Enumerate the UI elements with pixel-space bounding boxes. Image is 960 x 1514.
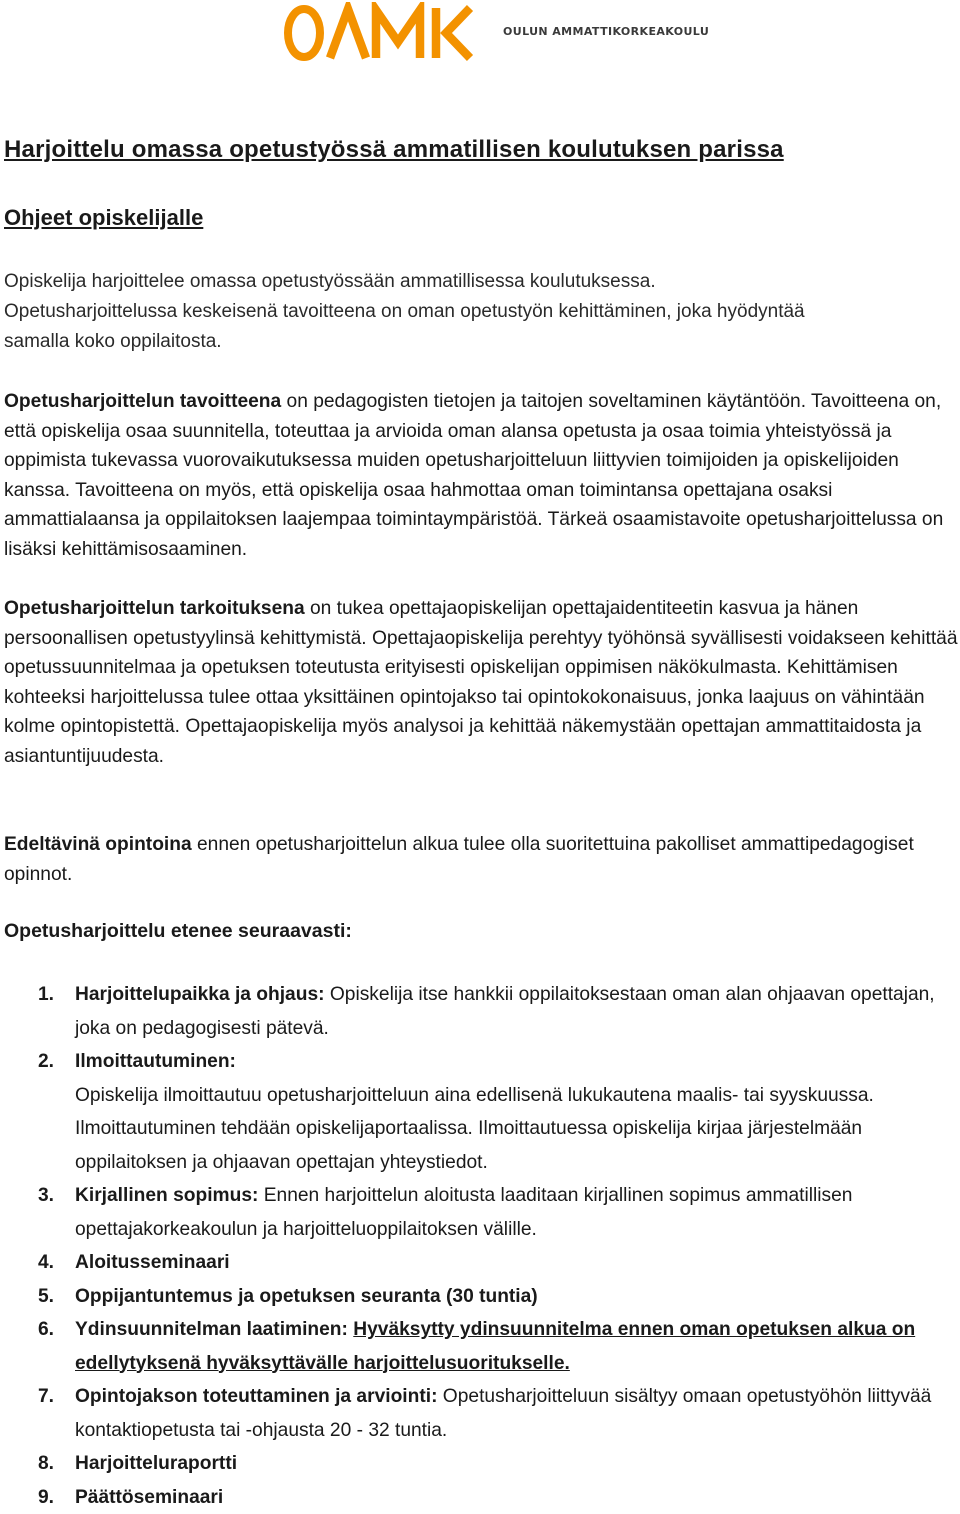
prerequisites-heading: Edeltävinä opintoina (4, 834, 192, 855)
intro-line: Opiskelija harjoittelee omassa opetustyössään ammatillisessa koulutuksessa. (4, 271, 656, 292)
step-text: Opetusharjoitteluun sisältyy omaan opetustyöhön liittyvää kontaktiopetusta tai -ohjausta 20 - 32 tuntia. (75, 1386, 932, 1441)
steps-list (0, 978, 960, 1514)
step-title: Ilmoittautuminen: (75, 1051, 236, 1072)
step-underlined-text: Hyväksytty ydinsuunnitelma ennen oman opetuksen alkua on edellytyksenä hyväksyttävälle harjoittelusuoritukselle. (75, 1319, 916, 1374)
step-number: 7. (38, 1386, 55, 1407)
list-item (0, 978, 960, 1045)
oamk-wordmark-icon (284, 2, 474, 64)
goal-paragraph (4, 387, 960, 564)
step-title: Harjoitteluraportti (75, 1453, 238, 1474)
step-number: 5. (38, 1285, 55, 1307)
step-text: Opiskelija itse hankkii oppilaitoksestaan oman alan ohjaavan opettajan, joka on pedagogisesti pätevä. (75, 984, 935, 1039)
list-item (0, 1447, 960, 1481)
step-number: 6. (38, 1319, 55, 1340)
purpose-text: on tukea opettajaopiskelijan opettajaidentiteetin kasvua ja hänen persoonallisen opetustyylinsä kehittymistä. Opettajaopiskelija perehtyy työhönsä syvällisesti voidakseen kehittää opetussuunnitelmaa ja opetuksen toteutusta erityisesti opiskelijan oppimisen näkökulmasta. Kehittämisen kohteeksi harjoittelussa tulee ottaa yksittäinen opintojakso tai opintokokonaisuus, jonka laajuus on vähintään kolme opintopistettä. Opettajaopiskelija myös analysoi ja kehittää näkemystään opettajan ammattitaidosta ja asiantuntijuudesta. (4, 598, 958, 767)
list-item (0, 1045, 960, 1179)
document-subtitle: Ohjeet opiskelijalle (4, 205, 204, 230)
list-item (0, 1246, 960, 1280)
list-item (0, 1280, 960, 1314)
prerequisites-paragraph (4, 830, 960, 889)
org-name: OULUN AMMATTIKORKEAKOULU (503, 25, 710, 38)
steps-heading: Opetusharjoittelu etenee seuraavasti: (4, 920, 352, 942)
oamk-logo (284, 2, 474, 64)
step-title: Harjoittelupaikka ja ohjaus: (75, 984, 325, 1005)
purpose-paragraph (4, 594, 960, 771)
step-number: 2. (38, 1051, 55, 1072)
list-item (0, 1179, 960, 1246)
purpose-heading: Opetusharjoittelun tarkoituksena (4, 598, 305, 619)
step-title: Opintojakson toteuttaminen ja arviointi: (75, 1386, 438, 1407)
step-number: 9. (38, 1486, 55, 1508)
step-title: Oppijantuntemus ja opetuksen seuranta (30 tuntia) (75, 1285, 538, 1307)
list-item (0, 1481, 960, 1514)
list-item (0, 1313, 960, 1380)
prerequisites-text: ennen opetusharjoittelun alkua tulee olla suoritettuina pakolliset ammattipedagogiset opinnot. (4, 834, 914, 885)
step-number: 4. (38, 1252, 55, 1273)
step-text: Ennen harjoittelun aloitusta laaditaan kirjallinen sopimus ammatillisen opettajakorkeakoulun ja harjoitteluoppilaitoksen välille. (75, 1185, 853, 1240)
goal-text: on pedagogisten tietojen ja taitojen soveltaminen käytäntöön. Tavoitteena on, että opiskelija osaa suunnitella, toteuttaa ja arvioida oman alansa opetusta ja osaa toimia yhteistyössä ja oppimista tukevassa vuorovaikutuksessa muiden opetusharjoitteluun liittyvien toimijoiden ja opiskelijoiden kanssa. Tavoitteena on myös, että opiskelija osaa hahmottaa oman toimintansa opettajana osaksi ammattialaansa ja oppilaitoksen laajempaa toimintaympäristöä. Tärkeä osaamistavoite opetusharjoittelussa on lisäksi kehittämisosaaminen. (4, 391, 944, 560)
step-number: 3. (38, 1185, 55, 1206)
step-title: Päättöseminaari (75, 1486, 224, 1508)
step-title: Aloitusseminaari (75, 1252, 230, 1273)
step-title: Ydinsuunnitelman laatiminen: (75, 1319, 348, 1340)
step-title: Kirjallinen sopimus: (75, 1185, 259, 1206)
step-text: Opiskelija ilmoittautuu opetusharjoitteluun aina edellisenä lukukautena maalis- tai syyskuussa. Ilmoittautuminen tehdään opiskelijaportaalissa. Ilmoittautuessa opiskelija kirjaa järjestelmään oppilaitoksen ja ohjaavan opettajan yhteystiedot. (75, 1084, 874, 1173)
document-title: Harjoittelu omassa opetustyössä ammatillisen koulutuksen parissa (4, 136, 784, 163)
step-number: 8. (38, 1453, 55, 1474)
step-number: 1. (38, 984, 55, 1005)
goal-heading: Opetusharjoittelun tavoitteena (4, 391, 282, 412)
list-item (0, 1380, 960, 1447)
intro-line: samalla koko oppilaitosta. (4, 331, 222, 352)
intro-paragraph (4, 267, 960, 357)
intro-line: Opetusharjoittelussa keskeisenä tavoitteena on oman opetustyön kehittäminen, joka hyödyntää (4, 301, 805, 322)
